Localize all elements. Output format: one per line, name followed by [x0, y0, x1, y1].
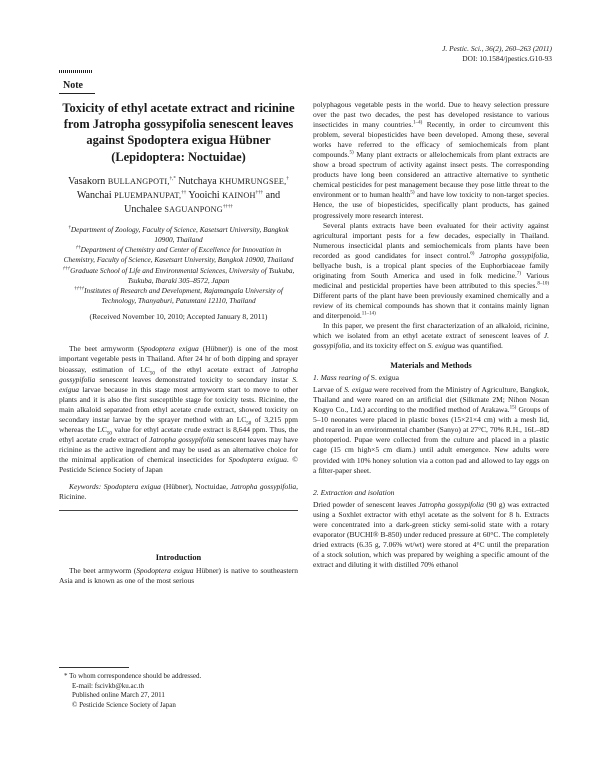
introduction-heading: Introduction — [155, 553, 202, 563]
journal-header — [332, 44, 552, 64]
note-label: Note — [63, 80, 83, 91]
journal-citation: J. Pestic. Sci., 36(2), 260–263 (2011) — [442, 44, 552, 53]
footnote-rule — [59, 667, 129, 668]
copyright: © Pesticide Science Society of Japan — [72, 700, 176, 709]
affiliations — [59, 225, 298, 307]
left-column — [59, 100, 298, 586]
right-column — [313, 100, 549, 570]
intro-paragraph-1: polyphagous vegetable pests in the world. Due to heavy selection pressure over the past two decades, the pest has developed resistance to various insecticides in many countries.$^{1-4)}$ Recently, in order to circumvent this problem, several biopesticides have been developed. Among these, several works have referred to the efficacy of semiochemicals from plant compounds.$^{5)}$ Many plant extracts or allelochemicals from plant extracts are show a broad spectrum of activity against insect pests. The corresponding products have long been considered an attractive alternative to synthetic chemical pesticides for pest management because they pose little threat to the environment or to human health$^{5)}$ and have low toxicity to non-target species. Hence, the use of biopesticides, specifically plant products, has gained progressively more research interest. — [313, 100, 549, 220]
extraction-paragraph: Dried powder of senescent leaves Jatropha gossypifolia (90 g) was extracted using a Soxhlet extractor with ethyl acetate as the solvent for 8 h. Extracts were concentrated into a dark-green sticky semi-solid state with a rotary evaporator (BUCHI® B-850) under reduced pressure at 60°C. The completely dried extracts (6.35 g, 7.06% wt/wt) were stored at 4°C until the preparation of a stock solution, which was prepared by weighing a specific amount of the extract and diluting it with distilled 70% ethanol — [313, 499, 549, 569]
introduction-paragraph: The beet armyworm (Spodoptera exigua Hübner) is native to southeastern Asia and is known as one of the most serious — [59, 566, 298, 586]
intro-paragraph-2: Several plants extracts have been evaluated for their activity against agricultural important pests for a few decades, especially in Thailand. Numerous insecticidal plants and semiochemicals from plants have been recorded as good candidates for insect control.$^{6)}$ Jatropha gossypifolia, bellyache bush, is a tropical plant species of the Euphorbiaceae family originating from South America and used in folk medicine.$^{7)}$ Various medicinal and pesticidal properties have been attributed to this species.$^{8-10)}$ Different parts of the plant have been previously examined chemically and a review of its chemical compounds has shown that it contains mainly lignan and diterpenoid.$^{11-14)}$ — [313, 220, 549, 320]
subsection-1-heading: 1. Mass rearing of S. exigua — [313, 373, 400, 383]
affiliation-2: ††Department of Chemistry and Center of Excellence for Innovation in Chemistry, Faculty of Science, Kasetsart University, Bangkok 10900, Thailand — [63, 245, 294, 265]
affiliation-3: †††Graduate School of Life and Environmental Sciences, University of Tsukuba, Tsukuba, Ibaraki 305–8572, Japan — [62, 265, 295, 285]
subsection-2-heading: 2. Extraction and isolation — [313, 487, 395, 497]
author-list: Vasakorn BULLANGPOTI,†,* Nutchaya KHUMRUNGSEE,† Wanchai PLUEMPANUPAT,†† Yooichi KAINOH††† and Unchalee SAGUANPONG†††† — [68, 175, 289, 215]
author-4: Yooichi KAINOH††† — [186, 189, 264, 201]
author-1: Vasakorn BULLANGPOTI,†,* — [68, 175, 176, 187]
correspondence-note: * To whom correspondence should be addressed. — [64, 672, 202, 680]
footnotes — [64, 672, 294, 710]
author-3: Wanchai PLUEMPANUPAT,†† — [76, 189, 187, 201]
abstract: The beet armyworm (Spodoptera exigua (Hübner)) is one of the most important vegetable pests in Thailand. After 24 hr of both dipping and sprayer bioassay, estimation of $LC_{50}$ of the ethyl acetate extract of Jatropha gossypifolia senescent leaves demonstrated toxicity to secondary instar S. exigua larvae because in this stage most armyworm start to move to other plants and it is also the first susceptible stage for toxicity tests. Ricinine, the main alkaloid separated from ethyl acetate crude extract, showed toxicity on secondary instar larvae by the sprayer method with an $LC_{50}$ of 3,215 ppm whereas the $LC_{50}$ value for ethyl acetate crude extract is 8,644 ppm. Thus, the ethyl acetate crude extract of Jatropha gossypifolia senescent leaves may have ricinine as the active ingredient and may be used as an alternative choice for the minimal application of chemical insecticides for Spodoptera exigua. © Pesticide Science Society of Japan — [59, 344, 299, 474]
published-date: Published online March 27, 2011 — [72, 691, 165, 700]
note-decoration — [59, 70, 93, 73]
keywords: Keywords: Spodoptera exigua (Hübner), Noctuidae, Jatropha gossypifolia, Ricinine. — [59, 482, 298, 502]
affiliation-1: †Department of Zoology, Faculty of Science, Kasetsart University, Bangkok 10900, Thailand — [68, 224, 289, 245]
email: E-mail: fscivkb@ku.ac.th — [72, 681, 144, 690]
intro-paragraph-3: In this paper, we present the first characterization of an alkaloid, ricinine, which we isolated from an ethyl acetate extract of senescent leaves of J. gossypifolia, and its toxicity effect on S. exigua was quantified. — [313, 321, 549, 351]
note-rule — [59, 93, 95, 94]
author-2: Nutchaya KHUMRUNGSEE,† — [175, 175, 289, 187]
article-title: Toxicity of ethyl acetate extract and ricinine from Jatropha gossypifolia senescent leaves against Spodoptera exigua Hübner (Lepidoptera: Noctuidae) — [62, 101, 295, 164]
mass-rearing-paragraph: Larvae of S. exigua were received from the Ministry of Agriculture, Bangkok, Thailand and were reared on an artificial diet (Silkmate 2M; Nihon Nosan Kogyo Co., Ltd.) according to the modified method of Arakawa.$^{15)}$ Groups of 5–10 neonates were placed in plastic boxes (15×21×4 cm) with a mesh lid, and reared in an environmental chamber (Sanyo) at 27°C, 70% R.H., 16L–8D photoperiod. Pupae were collected from the culture and placed in a plastic cage (15 cm high×5 cm diam.) until adult emergence. New adults were provided with 10% honey solution via a cotton pad and allowed to lay eggs on a filter-paper sheet. — [313, 385, 549, 475]
doi: DOI: 10.1584/jpestics.G10-93 — [462, 54, 552, 63]
received-dates: (Received November 10, 2010; Accepted January 8, 2011) — [89, 312, 268, 322]
materials-methods-heading: Materials and Methods — [390, 361, 472, 371]
author-5: Unchalee SAGUANPONG†††† — [124, 203, 233, 215]
abstract-rule — [59, 510, 298, 511]
affiliation-4: ††††Institutes of Research and Development, Rajamangala University of Technology, Thanyaburi, Patumtani 12110, Thailand — [74, 286, 283, 306]
